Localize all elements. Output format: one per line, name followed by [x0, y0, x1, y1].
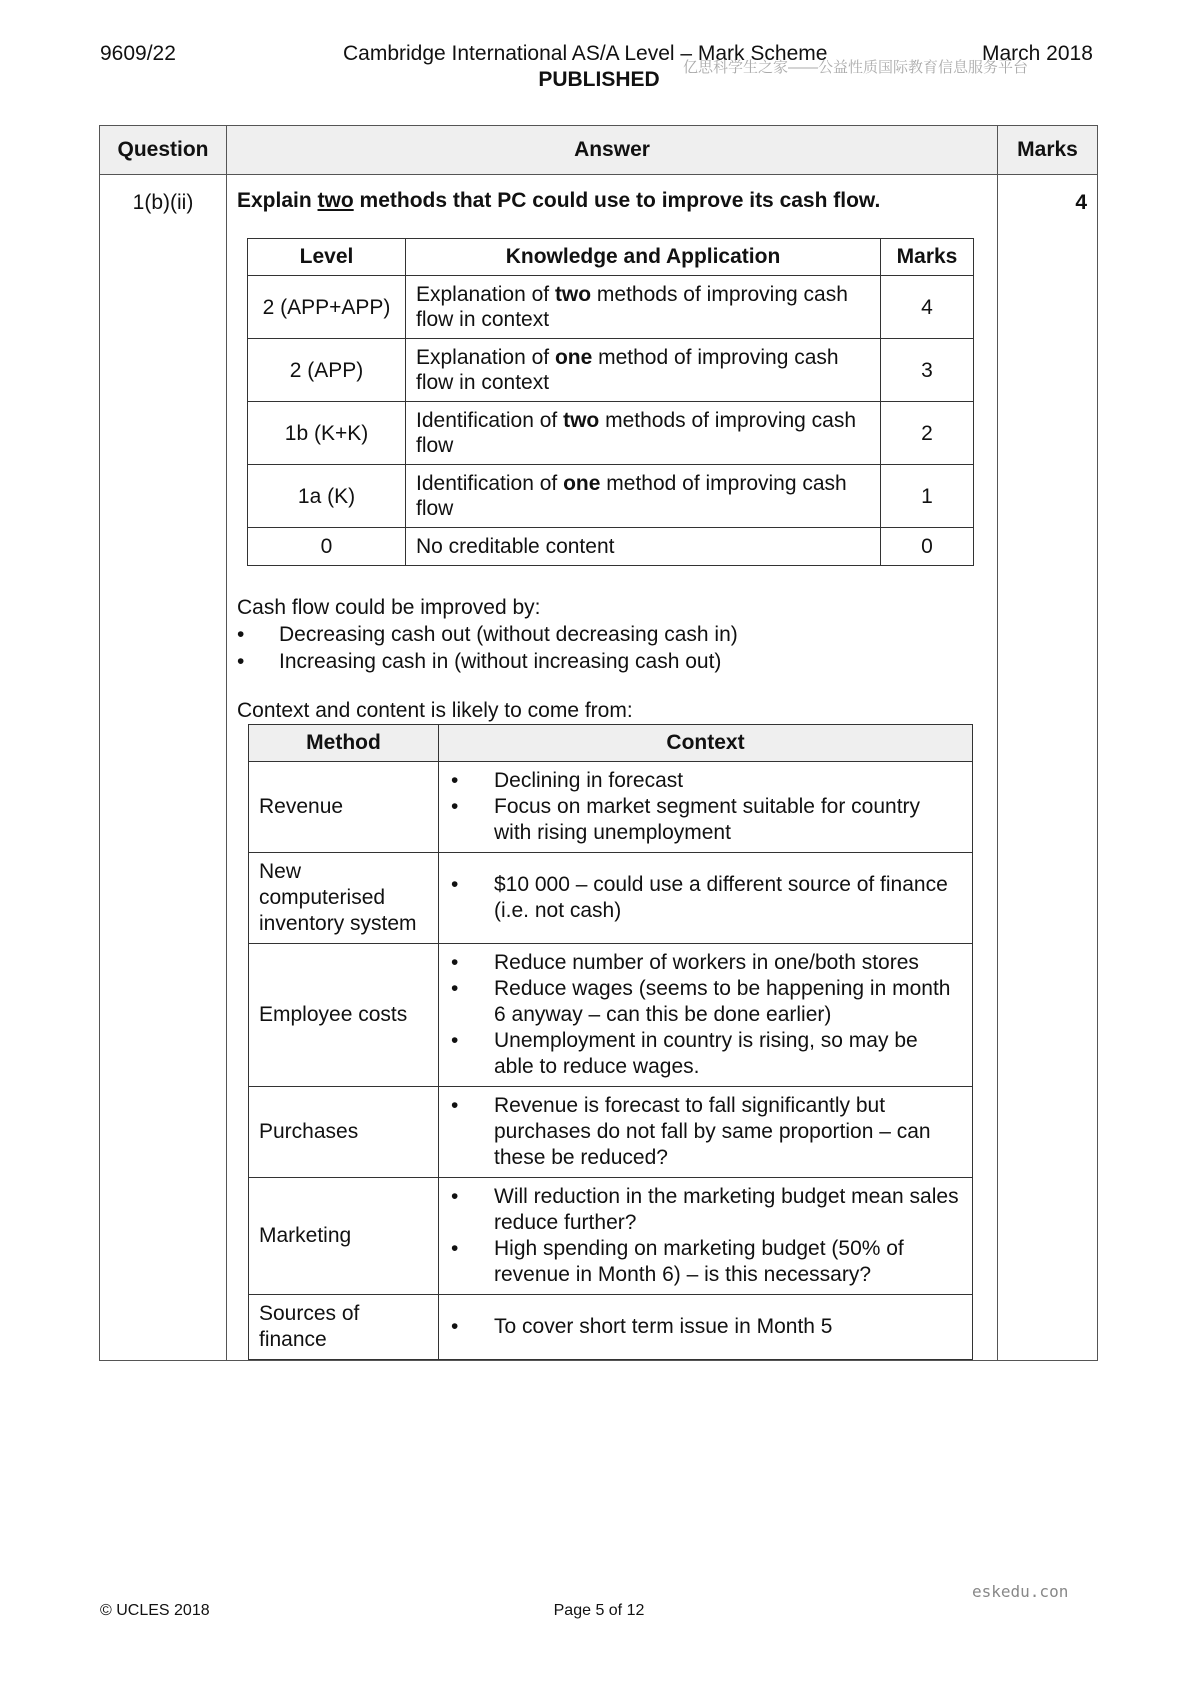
level-col-header: Level — [248, 239, 406, 276]
list-item: • Reduce number of workers in one/both stores — [451, 951, 919, 974]
level-marks: 3 — [881, 339, 974, 402]
method-context — [439, 762, 973, 853]
bullet-icon: • — [451, 1094, 459, 1117]
bullet-icon: • — [451, 1185, 459, 1208]
method-name: Marketing — [249, 1178, 439, 1295]
method-context — [439, 853, 973, 944]
answer-cell — [227, 175, 998, 1361]
context-col-header: Context — [439, 725, 973, 762]
mark-scheme-table — [99, 125, 1098, 1361]
method-col-header: Method — [249, 725, 439, 762]
bullet-icon: • — [451, 795, 459, 818]
doc-date: March 2018 — [982, 42, 1093, 65]
bullet-icon: • — [451, 769, 459, 792]
level-name: 0 — [248, 528, 406, 566]
bullet-icon: • — [237, 650, 245, 673]
bullet-icon: • — [451, 977, 459, 1000]
level-descriptor: Explanation of one method of improving cash flow in context — [406, 339, 881, 402]
level-row — [248, 339, 974, 402]
bullet-icon: • — [451, 951, 459, 974]
bullet-icon: • — [237, 623, 245, 646]
page-number: Page 5 of 12 — [553, 1602, 645, 1619]
method-name: Employee costs — [249, 944, 439, 1087]
bullet-icon: • — [451, 1237, 459, 1260]
level-marks: 0 — [881, 528, 974, 566]
knowledge-col-header: Knowledge and Application — [406, 239, 881, 276]
bullet-icon: • — [451, 1315, 459, 1338]
level-row — [248, 402, 974, 465]
level-descriptor: Explanation of two methods of improving cash flow in context — [406, 276, 881, 339]
level-table — [247, 238, 974, 566]
level-name: 1b (K+K) — [248, 402, 406, 465]
method-row — [249, 853, 973, 944]
list-item: • To cover short term issue in Month 5 — [451, 1315, 833, 1338]
header-row — [100, 126, 1098, 175]
list-item: • Revenue is forecast to fall significantly but purchases do not fall by same proportion – can these be reduced? — [451, 1094, 931, 1169]
doc-code: 9609/22 — [100, 42, 176, 65]
method-name: Revenue — [249, 762, 439, 853]
level-descriptor: Identification of one method of improving cash flow — [406, 465, 881, 528]
published-label: PUBLISHED — [538, 68, 660, 91]
intro-text: Cash flow could be improved by: — [237, 596, 541, 619]
level-row — [248, 528, 974, 566]
method-name: New computerised inventory system — [249, 853, 439, 944]
method-row — [249, 1087, 973, 1178]
method-name: Sources of finance — [249, 1295, 439, 1360]
question-marks: 4 — [998, 175, 1098, 1361]
question-prompt: Explain two methods that PC could use to improve its cash flow. — [237, 189, 881, 212]
method-header-row — [249, 725, 973, 762]
context-intro-text: Context and content is likely to come from: — [237, 699, 633, 722]
method-row — [249, 1178, 973, 1295]
level-marks: 4 — [881, 276, 974, 339]
list-item: • Focus on market segment suitable for country with rising unemployment — [451, 795, 921, 844]
bullet-icon: • — [451, 1029, 459, 1052]
level-name: 1a (K) — [248, 465, 406, 528]
method-row — [249, 762, 973, 853]
list-item: • Reduce wages (seems to be happening in month 6 anyway – can this be done earlier) — [451, 977, 951, 1026]
method-context — [439, 1087, 973, 1178]
level-marks: 2 — [881, 402, 974, 465]
list-item: • High spending on marketing budget (50% of revenue in Month 6) – is this necessary? — [451, 1237, 904, 1286]
method-name: Purchases — [249, 1087, 439, 1178]
level-name: 2 (APP) — [248, 339, 406, 402]
bullet-icon: • — [451, 873, 459, 896]
marks-header: Marks — [998, 126, 1098, 175]
list-item: • Will reduction in the marketing budget mean sales reduce further? — [451, 1185, 959, 1234]
level-marks-col-header: Marks — [881, 239, 974, 276]
answer-header: Answer — [227, 126, 998, 175]
list-item: • $10 000 – could use a different source of finance (i.e. not cash) — [451, 873, 948, 922]
method-table — [248, 724, 973, 1360]
method-row — [249, 1295, 973, 1360]
question-number: 1(b)(ii) — [100, 175, 227, 1361]
level-header-row — [248, 239, 974, 276]
list-item: • Increasing cash in (without increasing cash out) — [237, 650, 722, 673]
level-name: 2 (APP+APP) — [248, 276, 406, 339]
method-context — [439, 1295, 973, 1360]
method-row — [249, 944, 973, 1087]
level-descriptor: No creditable content — [406, 528, 881, 566]
copyright: © UCLES 2018 — [100, 1602, 210, 1619]
list-item: • Declining in forecast — [451, 769, 684, 792]
level-descriptor: Identification of two methods of improving cash flow — [406, 402, 881, 465]
question-header: Question — [100, 126, 227, 175]
list-item: • Unemployment in country is rising, so may be able to reduce wages. — [451, 1029, 918, 1078]
level-row — [248, 465, 974, 528]
site-watermark: eskedu.con — [972, 1582, 1069, 1601]
list-item: • Decreasing cash out (without decreasing cash in) — [237, 623, 738, 646]
question-row — [100, 175, 1098, 1361]
method-context — [439, 944, 973, 1087]
level-row — [248, 276, 974, 339]
method-context — [439, 1178, 973, 1295]
doc-title: Cambridge International AS/A Level – Mark Scheme — [343, 42, 828, 65]
watermark-text: 亿思科学生之家——公益性质国际教育信息服务平台 — [683, 59, 1029, 76]
level-marks: 1 — [881, 465, 974, 528]
